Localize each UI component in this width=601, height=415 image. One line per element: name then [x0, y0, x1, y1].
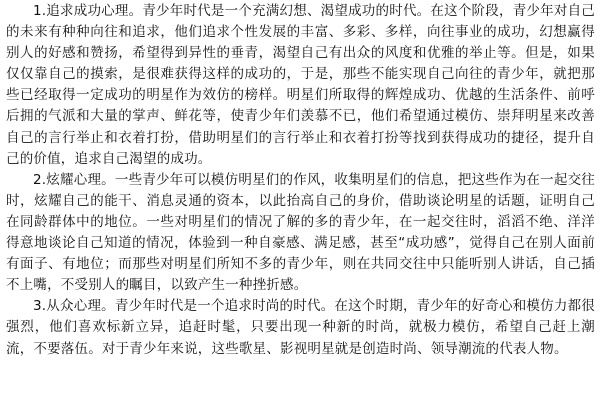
paragraph-3-conformity: 3.从众心理。青少年时代是一个追求时尚的时代。在这个时期，青少年的好奇心和模仿力都很强烈，他们喜欢标新立异，追赶时髦，只要出现一种新的时尚，就极力模仿，希望自己赶上潮流，不要落伍。对于青少年来说，这些歌星、影视明星就是创造时尚、领导潮流的代表人物。 — [6, 298, 595, 357]
paragraph-1-seeking-success: 1.追求成功心理。青少年时代是一个充满幻想、渴望成功的时代。在这个阶段，青少年对自己的未来有种种向往和追求，他们追求个性发展的丰富、多彩、多样，向往事业的成功，幻想赢得别人的好感和赞扬，希望得到异性的垂青，渴望自己有出众的风度和优雅的举止等。但是，如果仅仅靠自己的摸索，是很难获得这样的成功的，于是，那些不能实现自己向往的青少年，就把那些已经取得一定成功的明星作为效仿的榜样。明星们所取得的辉煌成功、优越的生活条件、前呼后拥的气派和大量的掌声、鲜花等，使青少年们羡慕不已，他们希望通过模仿、崇拜明星来改善自己的言行举止和衣着打扮，借助明星们的言行举止和衣着打扮等找到获得成功的捷径，提升自己的价值，追求自己渴望的成功。 — [6, 3, 595, 167]
paragraph-2-showing-off: 2.炫耀心理。一些青少年可以模仿明星们的作风，收集明星们的信息，把这些作为在一起交往时，炫耀自己的能干、消息灵通的资本，以此抬高自己的身价，借助谈论明星的话题，证明自己在同龄群体中的地位。一些对明星们的情况了解的多的青少年，在一起交往时，滔滔不绝、洋洋得意地谈论自己知道的情况，体验到一种自豪感、满足感，甚至“成功感”，觉得自己在别人面前有面子、有地位；而那些对明星们所知不多的青少年，则在共同交往中只能听别人讲话，自己插不上嘴，不受别人的瞩目，以致产生一种挫折感。 — [6, 171, 595, 294]
